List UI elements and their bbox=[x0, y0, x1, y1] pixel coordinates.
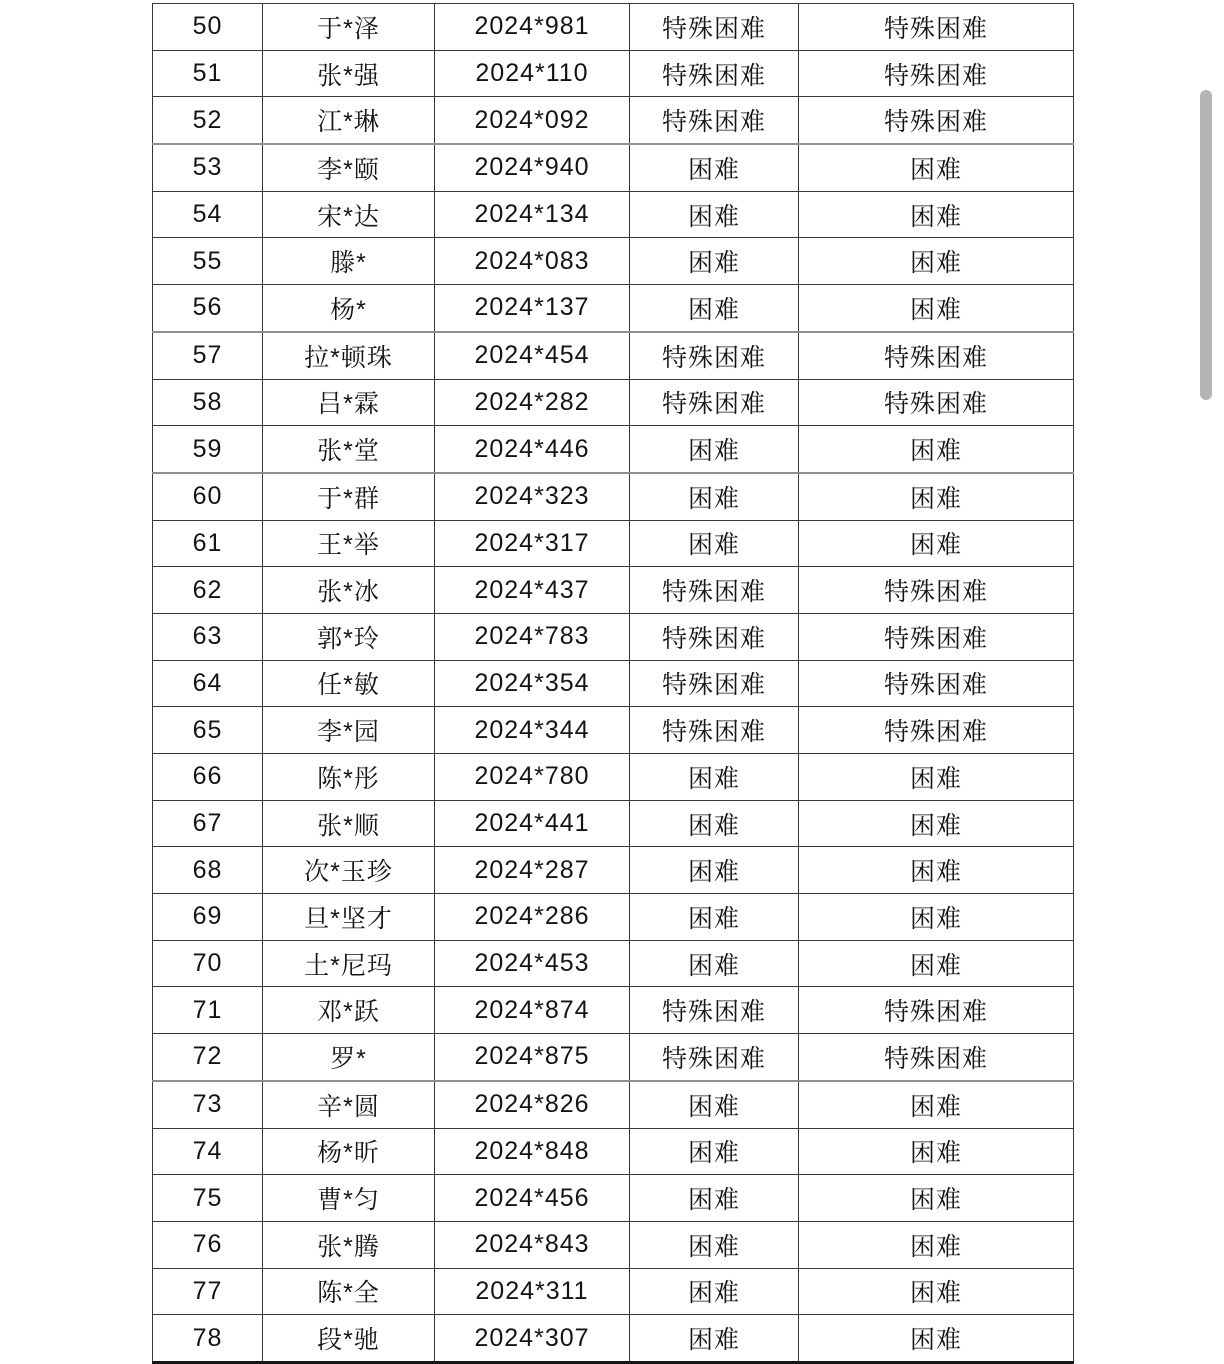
status-secondary-cell: 特殊困难 bbox=[799, 4, 1074, 51]
table-row bbox=[153, 847, 1074, 894]
status-primary-cell: 困难 bbox=[630, 800, 799, 847]
row-number-cell: 74 bbox=[153, 1128, 263, 1175]
roster-table bbox=[152, 3, 1074, 1364]
name-cell: 陈*全 bbox=[263, 1268, 435, 1315]
status-primary-cell: 困难 bbox=[630, 894, 799, 941]
id-cell: 2024*282 bbox=[435, 379, 630, 426]
name-cell: 罗* bbox=[263, 1034, 435, 1081]
row-number-cell: 58 bbox=[153, 379, 263, 426]
table-row bbox=[153, 473, 1074, 520]
table-row bbox=[153, 1034, 1074, 1081]
table-row bbox=[153, 1175, 1074, 1222]
status-secondary-cell: 特殊困难 bbox=[799, 707, 1074, 754]
name-cell: 李*颐 bbox=[263, 144, 435, 191]
table-row bbox=[153, 800, 1074, 847]
table-row bbox=[153, 1315, 1074, 1363]
row-number-cell: 63 bbox=[153, 613, 263, 660]
status-secondary-cell: 特殊困难 bbox=[799, 379, 1074, 426]
status-secondary-cell: 困难 bbox=[799, 1175, 1074, 1222]
id-cell: 2024*826 bbox=[435, 1081, 630, 1128]
id-cell: 2024*875 bbox=[435, 1034, 630, 1081]
status-secondary-cell: 困难 bbox=[799, 473, 1074, 520]
id-cell: 2024*307 bbox=[435, 1315, 630, 1363]
table-row bbox=[153, 567, 1074, 614]
name-cell: 曹*匀 bbox=[263, 1175, 435, 1222]
id-cell: 2024*311 bbox=[435, 1268, 630, 1315]
name-cell: 张*强 bbox=[263, 50, 435, 97]
row-number-cell: 57 bbox=[153, 332, 263, 379]
status-secondary-cell: 困难 bbox=[799, 238, 1074, 285]
status-secondary-cell: 困难 bbox=[799, 1315, 1074, 1363]
name-cell: 任*敏 bbox=[263, 660, 435, 707]
status-primary-cell: 特殊困难 bbox=[630, 332, 799, 379]
table-row bbox=[153, 613, 1074, 660]
id-cell: 2024*780 bbox=[435, 754, 630, 801]
row-number-cell: 65 bbox=[153, 707, 263, 754]
name-cell: 张*腾 bbox=[263, 1221, 435, 1268]
status-primary-cell: 困难 bbox=[630, 1175, 799, 1222]
id-cell: 2024*441 bbox=[435, 800, 630, 847]
status-primary-cell: 困难 bbox=[630, 1128, 799, 1175]
status-primary-cell: 困难 bbox=[630, 191, 799, 238]
status-primary-cell: 困难 bbox=[630, 238, 799, 285]
name-cell: 杨*昕 bbox=[263, 1128, 435, 1175]
table-row bbox=[153, 191, 1074, 238]
status-primary-cell: 困难 bbox=[630, 754, 799, 801]
name-cell: 宋*达 bbox=[263, 191, 435, 238]
table-row bbox=[153, 144, 1074, 191]
status-primary-cell: 特殊困难 bbox=[630, 567, 799, 614]
row-number-cell: 51 bbox=[153, 50, 263, 97]
name-cell: 拉*顿珠 bbox=[263, 332, 435, 379]
name-cell: 吕*霖 bbox=[263, 379, 435, 426]
row-number-cell: 70 bbox=[153, 940, 263, 987]
id-cell: 2024*783 bbox=[435, 613, 630, 660]
table-row bbox=[153, 97, 1074, 144]
name-cell: 辛*圆 bbox=[263, 1081, 435, 1128]
table-row bbox=[153, 332, 1074, 379]
status-primary-cell: 特殊困难 bbox=[630, 4, 799, 51]
name-cell: 江*琳 bbox=[263, 97, 435, 144]
status-primary-cell: 特殊困难 bbox=[630, 660, 799, 707]
id-cell: 2024*874 bbox=[435, 987, 630, 1034]
status-primary-cell: 困难 bbox=[630, 426, 799, 473]
name-cell: 于*群 bbox=[263, 473, 435, 520]
status-secondary-cell: 特殊困难 bbox=[799, 660, 1074, 707]
name-cell: 张*顺 bbox=[263, 800, 435, 847]
status-primary-cell: 困难 bbox=[630, 144, 799, 191]
status-primary-cell: 困难 bbox=[630, 520, 799, 567]
row-number-cell: 55 bbox=[153, 238, 263, 285]
row-number-cell: 52 bbox=[153, 97, 263, 144]
table-body bbox=[153, 4, 1074, 1363]
status-secondary-cell: 困难 bbox=[799, 285, 1074, 332]
status-secondary-cell: 困难 bbox=[799, 426, 1074, 473]
id-cell: 2024*344 bbox=[435, 707, 630, 754]
row-number-cell: 76 bbox=[153, 1221, 263, 1268]
table-row bbox=[153, 940, 1074, 987]
name-cell: 王*举 bbox=[263, 520, 435, 567]
id-cell: 2024*137 bbox=[435, 285, 630, 332]
row-number-cell: 56 bbox=[153, 285, 263, 332]
status-secondary-cell: 特殊困难 bbox=[799, 332, 1074, 379]
vertical-scrollbar-thumb[interactable] bbox=[1200, 90, 1212, 400]
name-cell: 邓*跃 bbox=[263, 987, 435, 1034]
id-cell: 2024*323 bbox=[435, 473, 630, 520]
table-row bbox=[153, 520, 1074, 567]
id-cell: 2024*437 bbox=[435, 567, 630, 614]
status-primary-cell: 困难 bbox=[630, 847, 799, 894]
table-row bbox=[153, 987, 1074, 1034]
id-cell: 2024*286 bbox=[435, 894, 630, 941]
id-cell: 2024*354 bbox=[435, 660, 630, 707]
status-primary-cell: 困难 bbox=[630, 1081, 799, 1128]
status-primary-cell: 特殊困难 bbox=[630, 613, 799, 660]
table-row bbox=[153, 707, 1074, 754]
status-secondary-cell: 困难 bbox=[799, 1081, 1074, 1128]
table-row bbox=[153, 50, 1074, 97]
row-number-cell: 66 bbox=[153, 754, 263, 801]
table-row bbox=[153, 894, 1074, 941]
row-number-cell: 78 bbox=[153, 1315, 263, 1363]
row-number-cell: 60 bbox=[153, 473, 263, 520]
table-row bbox=[153, 379, 1074, 426]
status-secondary-cell: 困难 bbox=[799, 754, 1074, 801]
row-number-cell: 53 bbox=[153, 144, 263, 191]
name-cell: 陈*彤 bbox=[263, 754, 435, 801]
name-cell: 滕* bbox=[263, 238, 435, 285]
table-row bbox=[153, 426, 1074, 473]
row-number-cell: 69 bbox=[153, 894, 263, 941]
status-primary-cell: 特殊困难 bbox=[630, 1034, 799, 1081]
row-number-cell: 73 bbox=[153, 1081, 263, 1128]
status-primary-cell: 困难 bbox=[630, 1315, 799, 1363]
table-row bbox=[153, 1221, 1074, 1268]
row-number-cell: 75 bbox=[153, 1175, 263, 1222]
status-secondary-cell: 困难 bbox=[799, 847, 1074, 894]
status-secondary-cell: 困难 bbox=[799, 940, 1074, 987]
row-number-cell: 62 bbox=[153, 567, 263, 614]
table-row bbox=[153, 1268, 1074, 1315]
row-number-cell: 67 bbox=[153, 800, 263, 847]
id-cell: 2024*940 bbox=[435, 144, 630, 191]
row-number-cell: 61 bbox=[153, 520, 263, 567]
status-secondary-cell: 特殊困难 bbox=[799, 613, 1074, 660]
row-number-cell: 77 bbox=[153, 1268, 263, 1315]
roster-table-container bbox=[152, 3, 1073, 1364]
status-primary-cell: 困难 bbox=[630, 285, 799, 332]
table-row bbox=[153, 660, 1074, 707]
status-secondary-cell: 困难 bbox=[799, 894, 1074, 941]
status-primary-cell: 特殊困难 bbox=[630, 379, 799, 426]
id-cell: 2024*134 bbox=[435, 191, 630, 238]
table-row bbox=[153, 238, 1074, 285]
status-secondary-cell: 困难 bbox=[799, 1221, 1074, 1268]
id-cell: 2024*110 bbox=[435, 50, 630, 97]
id-cell: 2024*092 bbox=[435, 97, 630, 144]
status-secondary-cell: 困难 bbox=[799, 144, 1074, 191]
table-row bbox=[153, 1128, 1074, 1175]
name-cell: 杨* bbox=[263, 285, 435, 332]
id-cell: 2024*981 bbox=[435, 4, 630, 51]
table-row bbox=[153, 1081, 1074, 1128]
status-secondary-cell: 特殊困难 bbox=[799, 987, 1074, 1034]
name-cell: 旦*坚才 bbox=[263, 894, 435, 941]
status-primary-cell: 困难 bbox=[630, 473, 799, 520]
status-secondary-cell: 特殊困难 bbox=[799, 567, 1074, 614]
id-cell: 2024*843 bbox=[435, 1221, 630, 1268]
row-number-cell: 71 bbox=[153, 987, 263, 1034]
row-number-cell: 72 bbox=[153, 1034, 263, 1081]
row-number-cell: 50 bbox=[153, 4, 263, 51]
status-secondary-cell: 特殊困难 bbox=[799, 50, 1074, 97]
status-primary-cell: 特殊困难 bbox=[630, 97, 799, 144]
status-primary-cell: 困难 bbox=[630, 1268, 799, 1315]
name-cell: 郭*玲 bbox=[263, 613, 435, 660]
row-number-cell: 68 bbox=[153, 847, 263, 894]
status-secondary-cell: 特殊困难 bbox=[799, 1034, 1074, 1081]
id-cell: 2024*083 bbox=[435, 238, 630, 285]
status-primary-cell: 困难 bbox=[630, 1221, 799, 1268]
status-secondary-cell: 困难 bbox=[799, 800, 1074, 847]
id-cell: 2024*848 bbox=[435, 1128, 630, 1175]
status-primary-cell: 特殊困难 bbox=[630, 50, 799, 97]
table-row bbox=[153, 754, 1074, 801]
name-cell: 土*尼玛 bbox=[263, 940, 435, 987]
status-primary-cell: 特殊困难 bbox=[630, 707, 799, 754]
name-cell: 张*堂 bbox=[263, 426, 435, 473]
id-cell: 2024*317 bbox=[435, 520, 630, 567]
id-cell: 2024*287 bbox=[435, 847, 630, 894]
row-number-cell: 54 bbox=[153, 191, 263, 238]
status-secondary-cell: 困难 bbox=[799, 191, 1074, 238]
id-cell: 2024*456 bbox=[435, 1175, 630, 1222]
name-cell: 次*玉珍 bbox=[263, 847, 435, 894]
row-number-cell: 59 bbox=[153, 426, 263, 473]
status-primary-cell: 困难 bbox=[630, 940, 799, 987]
table-row bbox=[153, 285, 1074, 332]
name-cell: 李*园 bbox=[263, 707, 435, 754]
name-cell: 张*冰 bbox=[263, 567, 435, 614]
status-secondary-cell: 困难 bbox=[799, 520, 1074, 567]
name-cell: 段*驰 bbox=[263, 1315, 435, 1363]
id-cell: 2024*454 bbox=[435, 332, 630, 379]
status-secondary-cell: 特殊困难 bbox=[799, 97, 1074, 144]
name-cell: 于*泽 bbox=[263, 4, 435, 51]
status-secondary-cell: 困难 bbox=[799, 1268, 1074, 1315]
row-number-cell: 64 bbox=[153, 660, 263, 707]
id-cell: 2024*446 bbox=[435, 426, 630, 473]
table-row bbox=[153, 4, 1074, 51]
id-cell: 2024*453 bbox=[435, 940, 630, 987]
status-secondary-cell: 困难 bbox=[799, 1128, 1074, 1175]
status-primary-cell: 特殊困难 bbox=[630, 987, 799, 1034]
